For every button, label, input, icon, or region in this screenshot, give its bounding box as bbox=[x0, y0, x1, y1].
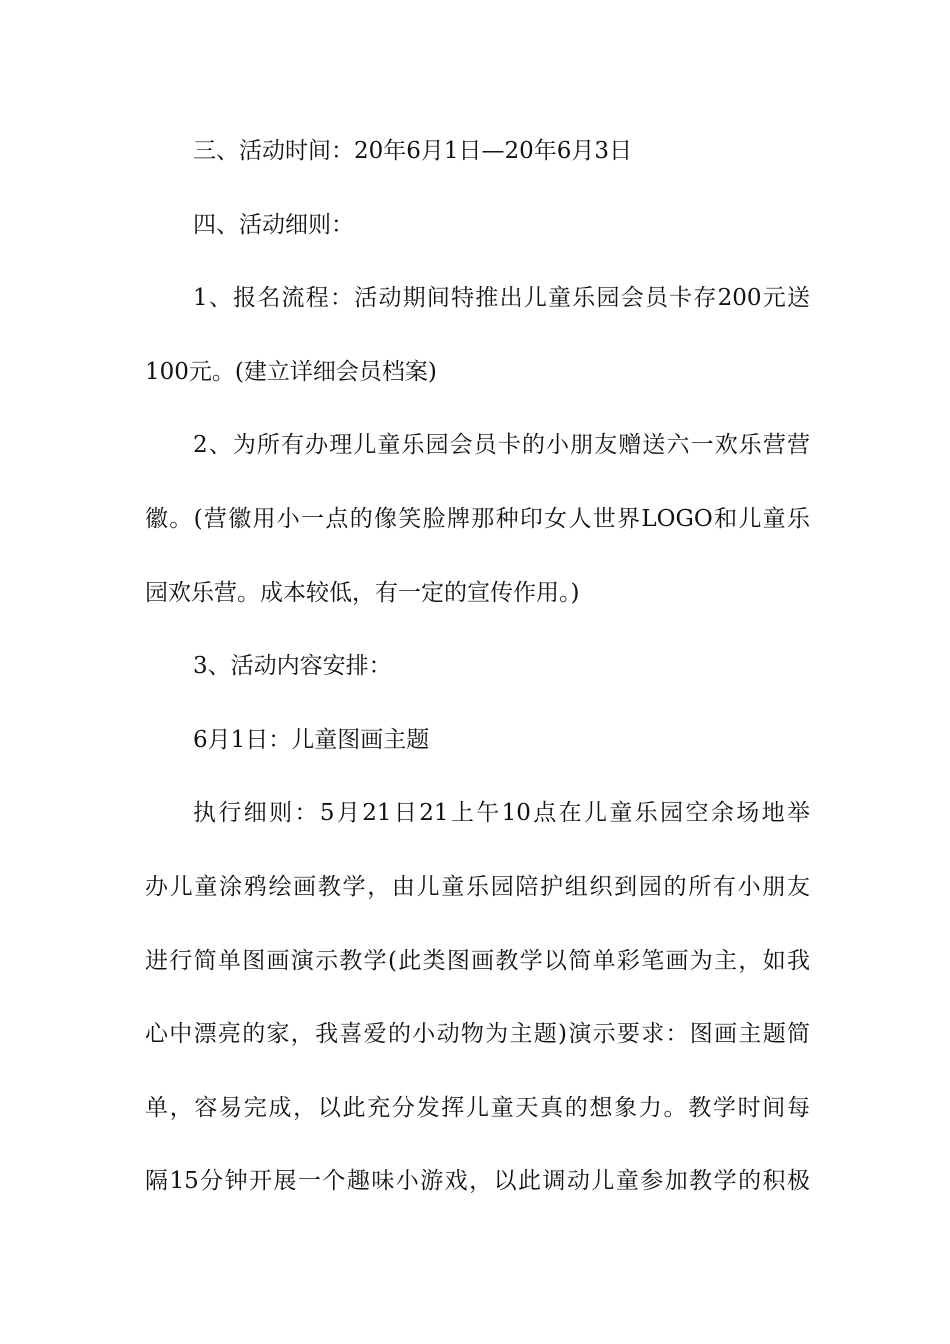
paragraph-line: 3、活动内容安排： bbox=[193, 653, 392, 680]
paragraph-line: 1、报名流程：活动期间特推出儿童乐园会员卡存200元送 bbox=[193, 285, 810, 312]
document-body bbox=[145, 128, 810, 1232]
paragraph-line: 办儿童涂鸦绘画教学，由儿童乐园陪护组织到园的所有小朋友 bbox=[145, 873, 810, 900]
paragraph-line: 单，容易完成，以此充分发挥儿童天真的想象力。教学时间每 bbox=[145, 1094, 810, 1121]
paragraph-line: 心中漂亮的家，我喜爱的小动物为主题)演示要求：图画主题简 bbox=[145, 1021, 810, 1048]
paragraph-line: 6月1日：儿童图画主题 bbox=[193, 726, 430, 753]
paragraph-line: 四、活动细则： bbox=[193, 211, 354, 238]
paragraph-line: 2、为所有办理儿童乐园会员卡的小朋友赠送六一欢乐营营 bbox=[193, 432, 810, 459]
paragraph-line: 进行简单图画演示教学(此类图画教学以简单彩笔画为主，如我 bbox=[145, 947, 810, 974]
paragraph-line: 100元。(建立详细会员档案) bbox=[145, 358, 437, 385]
paragraph-line: 徽。(营徽用小一点的像笑脸牌那种印女人世界LOGO和儿童乐 bbox=[145, 505, 810, 532]
paragraph-line: 隔15分钟开展一个趣味小游戏，以此调动儿童参加教学的积极 bbox=[145, 1168, 810, 1195]
paragraph-line: 执行细则：5月21日21上午10点在儿童乐园空余场地举 bbox=[193, 800, 810, 827]
paragraph-line: 园欢乐营。成本较低，有一定的宣传作用。) bbox=[145, 579, 580, 606]
paragraph-line: 三、活动时间：20年6月1日—20年6月3日 bbox=[193, 138, 633, 164]
